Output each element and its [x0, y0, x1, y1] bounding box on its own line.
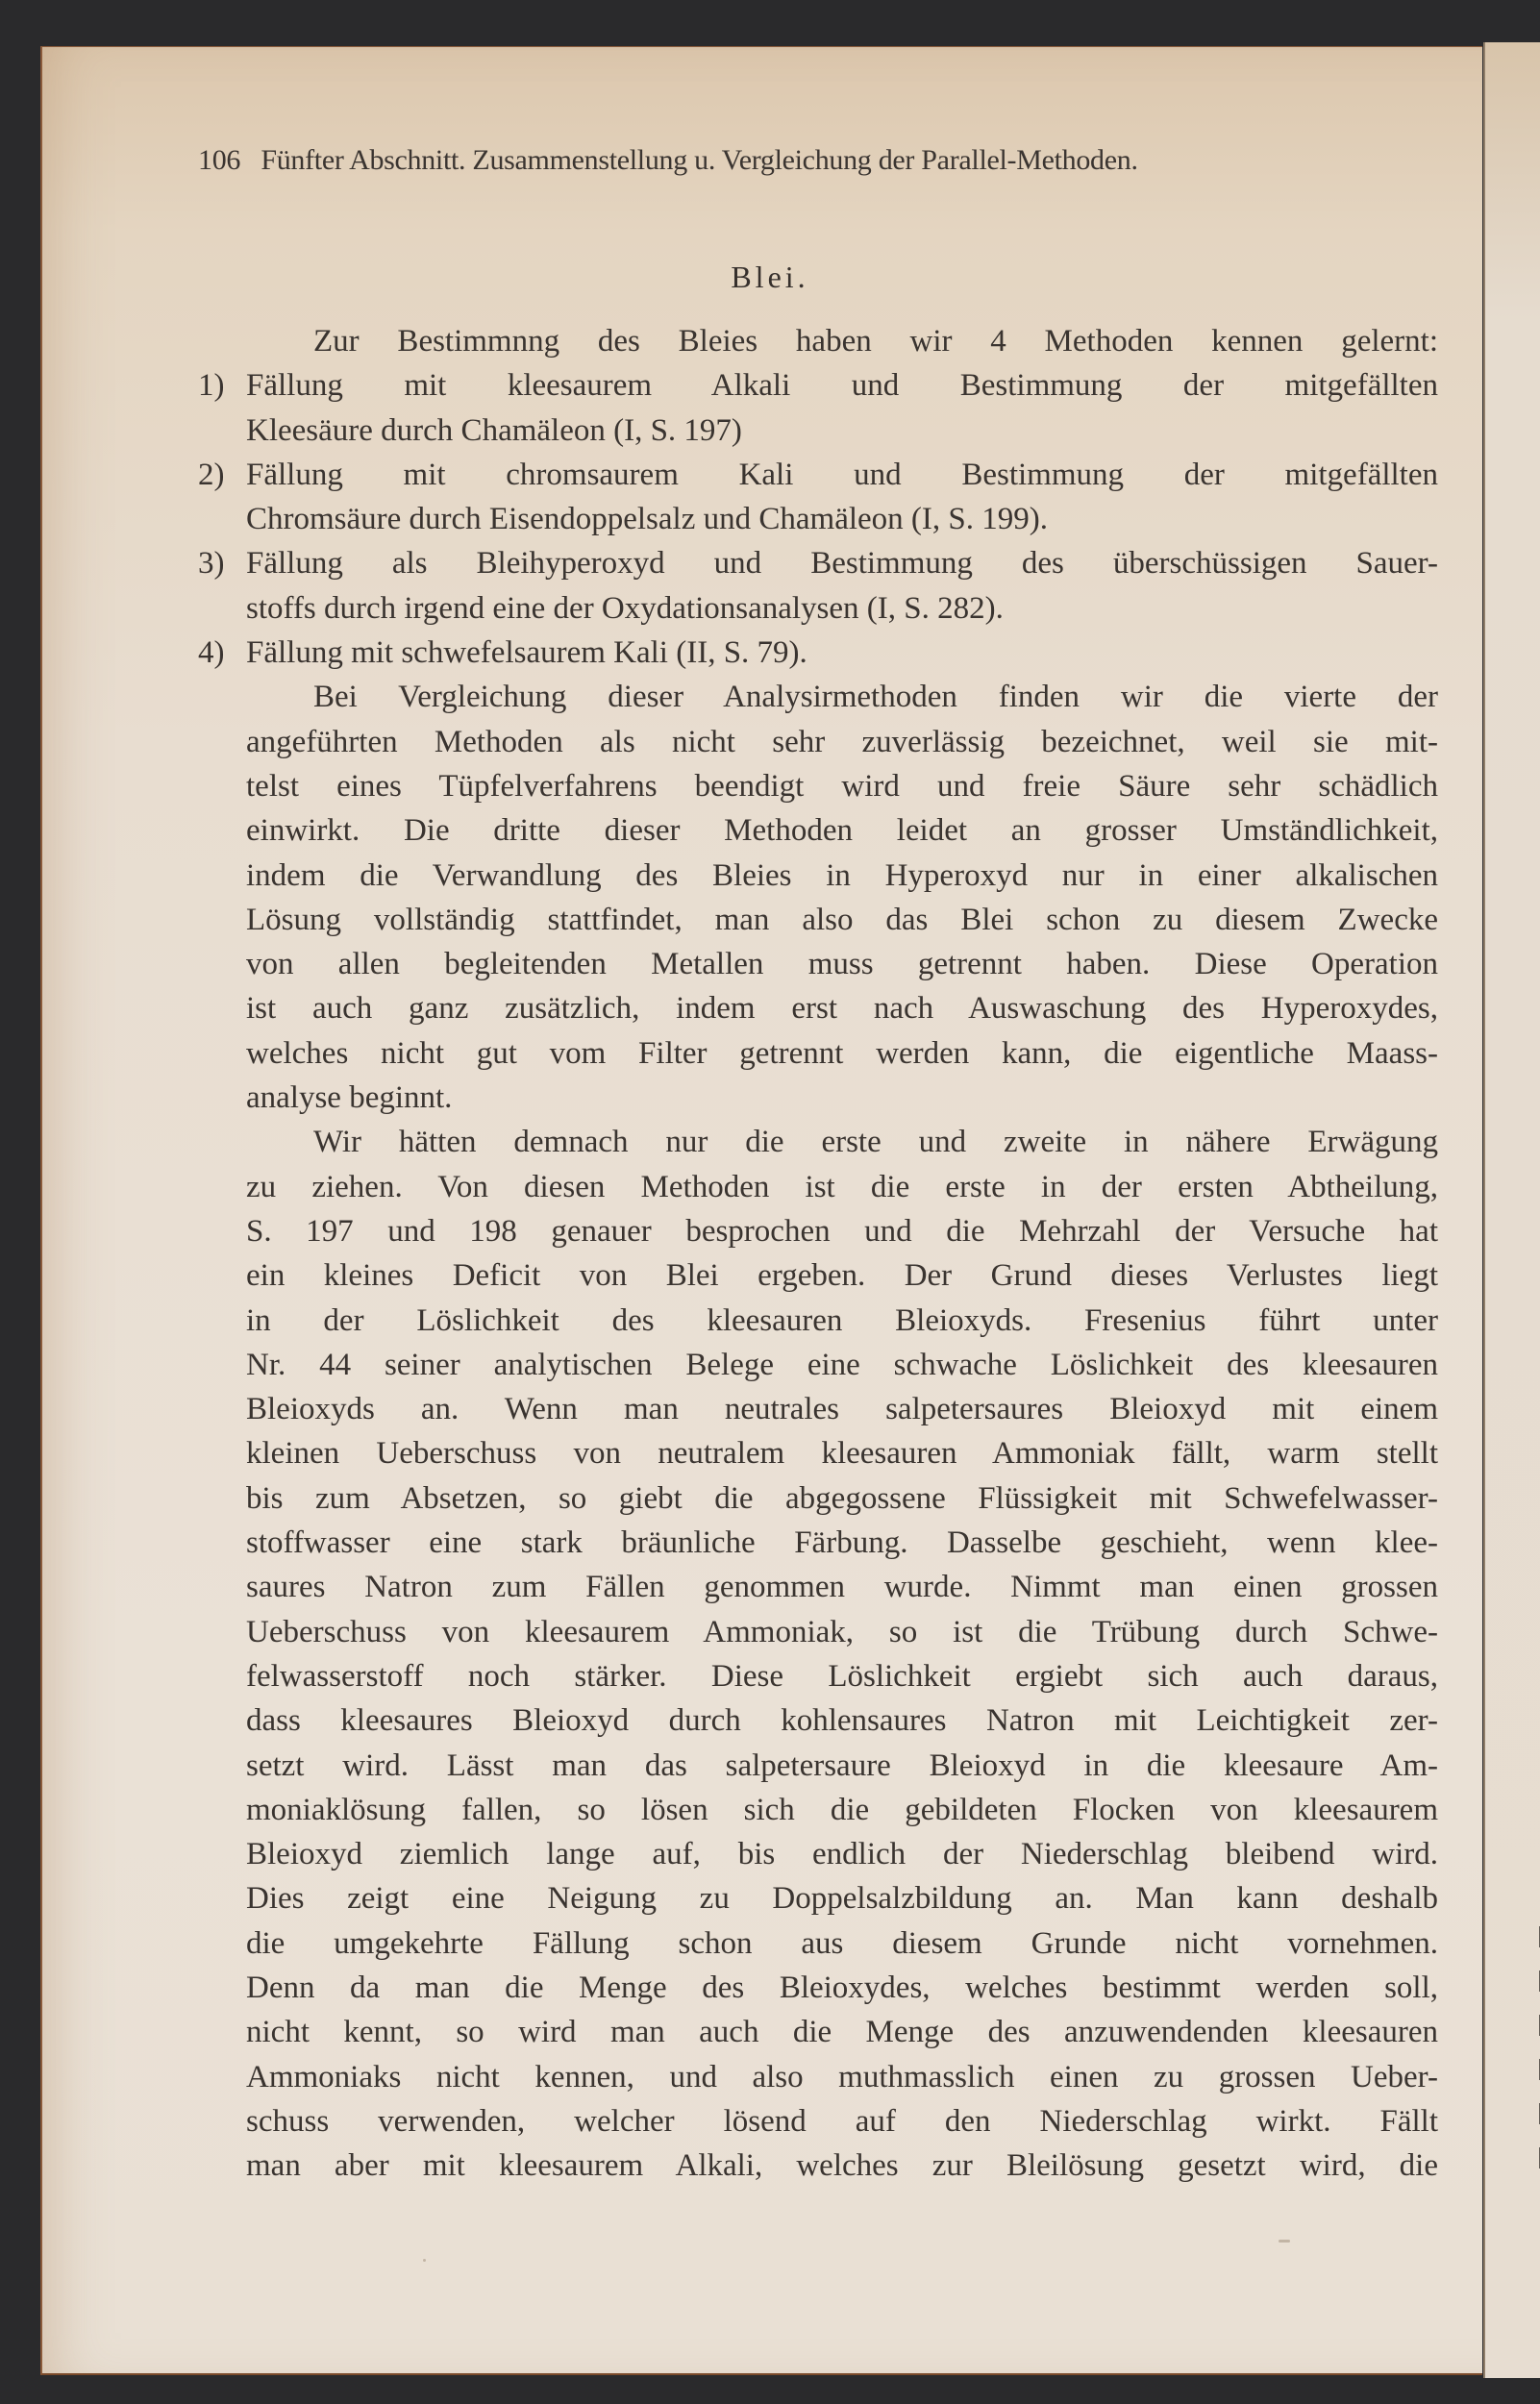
text-line — [246, 1832, 1438, 1876]
text-line — [246, 1431, 1438, 1475]
line-text: Nr. 44 seiner analytischen Belege eine schwache Löslichkeit des kleesauren — [246, 1347, 1438, 1382]
line-text: stoffs durch irgend eine der Oxydationsanalysen (I, S. 282). — [246, 590, 1004, 626]
line-text: indem die Verwandlung des Bleies in Hyperoxyd nur in einer alkalischen — [246, 857, 1438, 893]
line-text: analyse beginnt. — [246, 1080, 453, 1116]
text-line — [246, 1521, 1438, 1565]
line-text: die umgekehrte Fällung schon aus diesem Grunde nicht vornehmen. — [246, 1925, 1438, 1961]
text-line — [246, 1209, 1438, 1253]
line-text: zu ziehen. Von diesen Methoden ist die erste in der ersten Abtheilung, — [246, 1169, 1438, 1204]
text-line — [246, 2144, 1438, 2188]
line-text: Fällung mit schwefelsaurem Kali (II, S. 79). — [246, 635, 807, 671]
text-line — [246, 2010, 1438, 2054]
line-text: telst eines Tüpfelverfahrens beendigt wird und freie Säure sehr schädlich — [246, 768, 1438, 804]
text-line — [246, 1120, 1438, 1164]
line-text: von allen begleitenden Metallen muss getrennt haben. Diese Operation — [246, 947, 1438, 982]
text-line — [246, 1610, 1438, 1654]
text-line — [246, 1876, 1438, 1921]
text-line — [246, 1031, 1438, 1076]
text-line — [246, 2099, 1438, 2144]
text-line — [246, 720, 1438, 764]
item-number: 3) — [198, 546, 225, 582]
line-text: moniaklösung fallen, so lösen sich die gebildeten Flocken von kleesaurem — [246, 1792, 1438, 1827]
text-line — [246, 409, 1438, 453]
text-line — [246, 808, 1438, 853]
line-text: Ammoniaks nicht kennen, und also muthmasslich einen zu grossen Ueber- — [246, 2059, 1438, 2094]
line-text: Chromsäure durch Eisendoppelsalz und Chamäleon (I, S. 199). — [246, 502, 1048, 537]
line-text: welches nicht gut vom Filter getrennt werden kann, die eigentliche Maass- — [246, 1035, 1438, 1071]
enumerated-item-line — [198, 631, 1438, 675]
section-title: Blei. — [731, 260, 809, 294]
line-text: nicht kennt, so wird man auch die Menge des anzuwendenden kleesauren — [246, 2015, 1438, 2050]
text-line — [246, 1076, 1438, 1120]
running-head — [198, 144, 1448, 177]
text-line — [246, 1744, 1438, 1788]
text-line — [246, 1165, 1438, 1209]
line-text: Bleioxyd ziemlich lange auf, bis endlich der Niederschlag bleibend wird. — [246, 1837, 1438, 1872]
text-line — [246, 497, 1438, 541]
line-text: S. 197 und 198 genauer besprochen und die Mehrzahl der Versuche hat — [246, 1213, 1438, 1249]
text-line — [246, 1343, 1438, 1387]
text-line — [246, 854, 1438, 898]
enumerated-item-line — [198, 453, 1438, 497]
body-text — [198, 319, 1438, 2188]
text-line — [246, 319, 1438, 363]
line-text: felwasserstoff noch stärker. Diese Löslichkeit ergiebt sich auch daraus, — [246, 1658, 1438, 1694]
text-line — [246, 1476, 1438, 1521]
line-text: stoffwasser eine stark bräunliche Färbung. Dasselbe geschieht, wenn klee- — [246, 1525, 1438, 1561]
paper-speck — [1279, 2240, 1290, 2243]
line-text: Lösung vollständig stattfindet, man also das Blei schon zu diesem Zwecke — [246, 902, 1438, 937]
text-line — [246, 1921, 1438, 1966]
line-text: schuss verwenden, welcher lösend auf den Niederschlag wirkt. Fällt — [246, 2103, 1438, 2139]
text-line — [246, 1654, 1438, 1698]
line-text: Fällung mit kleesaurem Alkali und Bestimmung der mitgefällten — [246, 368, 1438, 404]
enumerated-item-line — [198, 363, 1438, 408]
text-line — [246, 942, 1438, 986]
enumerated-item-line — [198, 541, 1438, 585]
line-text: in der Löslichkeit des kleesauren Bleioxyds. Fresenius führt unter — [246, 1302, 1438, 1338]
line-text: Dies zeigt eine Neigung zu Doppelsalzbildung an. Man kann deshalb — [246, 1881, 1438, 1917]
line-text: Zur Bestimmnng des Bleies haben wir 4 Methoden kennen gelernt: — [313, 324, 1438, 359]
text-line — [246, 898, 1438, 942]
line-text: ist auch ganz zusätzlich, indem erst nach Auswaschung des Hyperoxydes, — [246, 991, 1438, 1027]
text-line — [246, 764, 1438, 808]
text-line — [246, 1253, 1438, 1298]
text-line — [246, 1299, 1438, 1343]
line-text: Kleesäure durch Chamäleon (I, S. 197) — [246, 412, 742, 448]
line-text: Denn da man die Menge des Bleioxydes, welches bestimmt werden soll, — [246, 1970, 1438, 2005]
text-line — [246, 1387, 1438, 1431]
line-text: setzt wird. Lässt man das salpetersaure Bleioxyd in die kleesaure Am- — [246, 1747, 1438, 1783]
paper-speck — [423, 2259, 426, 2262]
text-line — [246, 986, 1438, 1030]
line-text: man aber mit kleesaurem Alkali, welches zur Bleilösung gesetzt wird, die — [246, 2148, 1438, 2184]
text-line — [246, 1788, 1438, 1832]
line-text: ein kleines Deficit von Blei ergeben. Der Grund dieses Verlustes liegt — [246, 1258, 1438, 1294]
item-number: 2) — [198, 457, 225, 492]
line-text: Fällung mit chromsaurem Kali und Bestimmung der mitgefällten — [246, 457, 1438, 492]
item-number: 1) — [198, 368, 225, 404]
line-text: Wir hätten demnach nur die erste und zweite in nähere Erwägung — [313, 1125, 1438, 1160]
line-text: kleinen Ueberschuss von neutralem kleesauren Ammoniak fällt, warm stellt — [246, 1436, 1438, 1472]
line-text: dass kleesaures Bleioxyd durch kohlensaures Natron mit Leichtigkeit zer- — [246, 1703, 1438, 1739]
line-text: bis zum Absetzen, so giebt die abgegossene Flüssigkeit mit Schwefelwasser- — [246, 1480, 1438, 1516]
adjacent-page-edge — [1483, 42, 1540, 2378]
text-line — [246, 2055, 1438, 2099]
text-line — [246, 1966, 1438, 2010]
line-text: Fällung als Bleihyperoxyd und Bestimmung des überschüssigen Sauer- — [246, 546, 1438, 582]
line-text: saures Natron zum Fällen genommen wurde. Nimmt man einen grossen — [246, 1570, 1438, 1605]
text-line — [246, 586, 1438, 631]
text-line — [246, 1698, 1438, 1743]
item-number: 4) — [198, 635, 225, 671]
running-head-title: Fünfter Abschnitt. Zusammenstellung u. Vergleichung der Parallel-Methoden. — [261, 144, 1138, 176]
text-line — [246, 675, 1438, 719]
page-number: 106 — [198, 144, 241, 176]
text-line — [246, 1565, 1438, 1609]
line-text: Bleioxyds an. Wenn man neutrales salpetersaures Bleioxyd mit einem — [246, 1392, 1438, 1427]
line-text: Ueberschuss von kleesaurem Ammoniak, so ist die Trübung durch Schwe- — [246, 1614, 1438, 1649]
line-text: Bei Vergleichung dieser Analysirmethoden finden wir die vierte der — [313, 680, 1438, 715]
line-text: einwirkt. Die dritte dieser Methoden leidet an grosser Umständlichkeit, — [246, 813, 1438, 849]
line-text: angeführten Methoden als nicht sehr zuverlässig bezeichnet, weil sie mit- — [246, 724, 1438, 759]
